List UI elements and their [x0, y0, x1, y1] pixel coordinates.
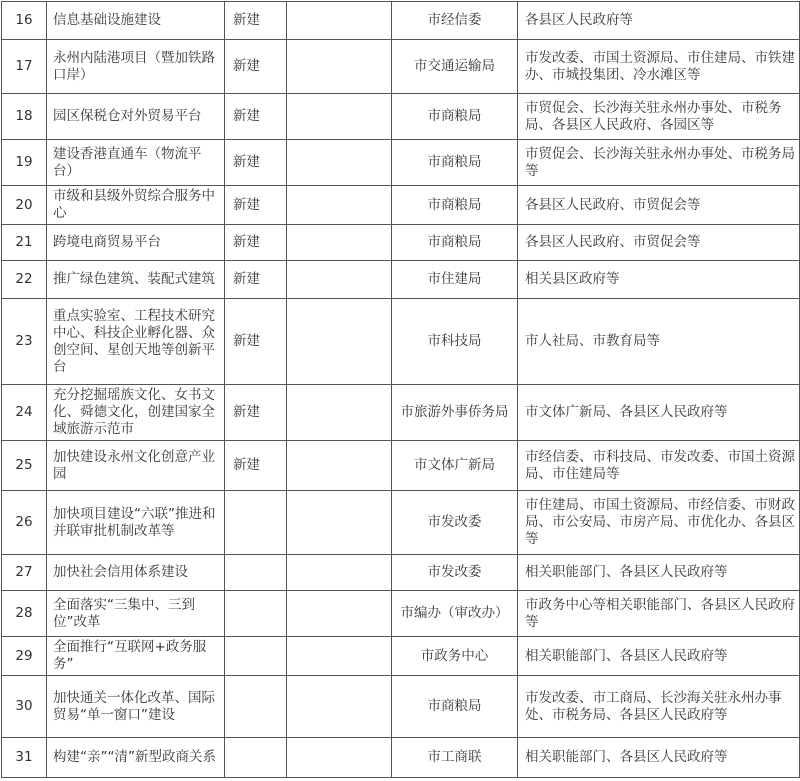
project-name: 加快通关一体化改革、国际贸易“单一窗口”建设 [47, 676, 225, 738]
blank-cell [287, 299, 392, 385]
project-name: 永州内陆港项目（暨加铁路口岸） [47, 40, 225, 94]
lead-unit: 市发改委 [392, 491, 518, 555]
table-row [2, 385, 800, 441]
construction-type: 新建 [225, 225, 287, 261]
cooperating-units: 市贸促会、长沙海关驻永州办事处、市税务局、各县区人民政府、各园区等 [518, 94, 800, 140]
blank-cell [287, 591, 392, 637]
blank-cell [287, 637, 392, 676]
row-number: 21 [2, 225, 47, 261]
blank-cell [287, 40, 392, 94]
table-row [2, 555, 800, 591]
table-row [2, 441, 800, 491]
row-number: 16 [2, 2, 47, 40]
row-number: 17 [2, 40, 47, 94]
table-row [2, 299, 800, 385]
cooperating-units: 市经信委、市科技局、市发改委、市国土资源局、市住建局等 [518, 441, 800, 491]
row-number: 28 [2, 591, 47, 637]
cooperating-units: 市贸促会、长沙海关驻永州办事处、市税务局等 [518, 140, 800, 186]
blank-cell [287, 738, 392, 778]
table-row [2, 676, 800, 738]
project-name: 跨境电商贸易平台 [47, 225, 225, 261]
table-row [2, 186, 800, 225]
cooperating-units: 市发改委、市国土资源局、市住建局、市铁建办、市城投集团、冷水滩区等 [518, 40, 800, 94]
table-row [2, 637, 800, 676]
project-name: 全面落实“三集中、三到位”改革 [47, 591, 225, 637]
cooperating-units: 各县区人民政府等 [518, 2, 800, 40]
project-name: 园区保税仓对外贸易平台 [47, 94, 225, 140]
construction-type: 新建 [225, 299, 287, 385]
lead-unit: 市商粮局 [392, 186, 518, 225]
construction-type [225, 555, 287, 591]
construction-type: 新建 [225, 2, 287, 40]
blank-cell [287, 2, 392, 40]
project-name: 加快项目建设“六联”推进和并联审批机制改革等 [47, 491, 225, 555]
project-name: 建设香港直通车（物流平台） [47, 140, 225, 186]
lead-unit: 市经信委 [392, 2, 518, 40]
cooperating-units: 市文体广新局、各县区人民政府等 [518, 385, 800, 441]
project-name: 加快社会信用体系建设 [47, 555, 225, 591]
construction-type: 新建 [225, 140, 287, 186]
construction-type: 新建 [225, 186, 287, 225]
lead-unit: 市文体广新局 [392, 441, 518, 491]
row-number: 19 [2, 140, 47, 186]
construction-type [225, 676, 287, 738]
project-name: 构建“亲”“清”新型政商关系 [47, 738, 225, 778]
cooperating-units: 市人社局、市教育局等 [518, 299, 800, 385]
cooperating-units: 相关职能部门、各县区人民政府等 [518, 555, 800, 591]
lead-unit: 市交通运输局 [392, 40, 518, 94]
row-number: 24 [2, 385, 47, 441]
blank-cell [287, 225, 392, 261]
row-number: 27 [2, 555, 47, 591]
cooperating-units: 相关职能部门、各县区人民政府等 [518, 738, 800, 778]
construction-type: 新建 [225, 441, 287, 491]
construction-type [225, 491, 287, 555]
project-name: 信息基础设施建设 [47, 2, 225, 40]
table-row [2, 94, 800, 140]
project-name: 充分挖掘瑶族文化、女书文化、舜德文化，创建国家全域旅游示范市 [47, 385, 225, 441]
cooperating-units: 相关职能部门、各县区人民政府等 [518, 637, 800, 676]
construction-type: 新建 [225, 261, 287, 299]
lead-unit: 市商粮局 [392, 676, 518, 738]
lead-unit: 市工商联 [392, 738, 518, 778]
row-number: 30 [2, 676, 47, 738]
table-body [2, 2, 800, 778]
row-number: 18 [2, 94, 47, 140]
construction-type: 新建 [225, 94, 287, 140]
table-row [2, 2, 800, 40]
cooperating-units: 各县区人民政府、市贸促会等 [518, 186, 800, 225]
project-name: 重点实验室、工程技术研究中心、科技企业孵化器、众创空间、星创天地等创新平台 [47, 299, 225, 385]
blank-cell [287, 94, 392, 140]
table-row [2, 40, 800, 94]
project-name: 市级和县级外贸综合服务中心 [47, 186, 225, 225]
lead-unit: 市编办（审改办） [392, 591, 518, 637]
lead-unit: 市商粮局 [392, 94, 518, 140]
table-row [2, 491, 800, 555]
cooperating-units: 市住建局、市国土资源局、市经信委、市财政局、市公安局、市房产局、市优化办、各县区等 [518, 491, 800, 555]
blank-cell [287, 186, 392, 225]
lead-unit: 市科技局 [392, 299, 518, 385]
construction-type [225, 738, 287, 778]
lead-unit: 市住建局 [392, 261, 518, 299]
table-row [2, 591, 800, 637]
cooperating-units: 各县区人民政府、市贸促会等 [518, 225, 800, 261]
row-number: 23 [2, 299, 47, 385]
lead-unit: 市发改委 [392, 555, 518, 591]
lead-unit: 市旅游外事侨务局 [392, 385, 518, 441]
row-number: 20 [2, 186, 47, 225]
blank-cell [287, 555, 392, 591]
project-name: 全面推行“互联网+政务服务” [47, 637, 225, 676]
blank-cell [287, 676, 392, 738]
row-number: 22 [2, 261, 47, 299]
project-name: 加快建设永州文化创意产业园 [47, 441, 225, 491]
blank-cell [287, 491, 392, 555]
construction-type [225, 637, 287, 676]
construction-type: 新建 [225, 385, 287, 441]
cooperating-units: 市政务中心等相关职能部门、各县区人民政府等 [518, 591, 800, 637]
table-row [2, 261, 800, 299]
row-number: 25 [2, 441, 47, 491]
row-number: 26 [2, 491, 47, 555]
lead-unit: 市政务中心 [392, 637, 518, 676]
table-row [2, 140, 800, 186]
table-row [2, 225, 800, 261]
project-name: 推广绿色建筑、装配式建筑 [47, 261, 225, 299]
construction-type: 新建 [225, 40, 287, 94]
table-row [2, 738, 800, 778]
blank-cell [287, 385, 392, 441]
lead-unit: 市商粮局 [392, 140, 518, 186]
blank-cell [287, 140, 392, 186]
blank-cell [287, 261, 392, 299]
row-number: 31 [2, 738, 47, 778]
row-number: 29 [2, 637, 47, 676]
project-table [1, 1, 800, 778]
blank-cell [287, 441, 392, 491]
cooperating-units: 市发改委、市工商局、长沙海关驻永州办事处、市税务局、各县区人民政府等 [518, 676, 800, 738]
construction-type [225, 591, 287, 637]
cooperating-units: 相关县区政府等 [518, 261, 800, 299]
lead-unit: 市商粮局 [392, 225, 518, 261]
